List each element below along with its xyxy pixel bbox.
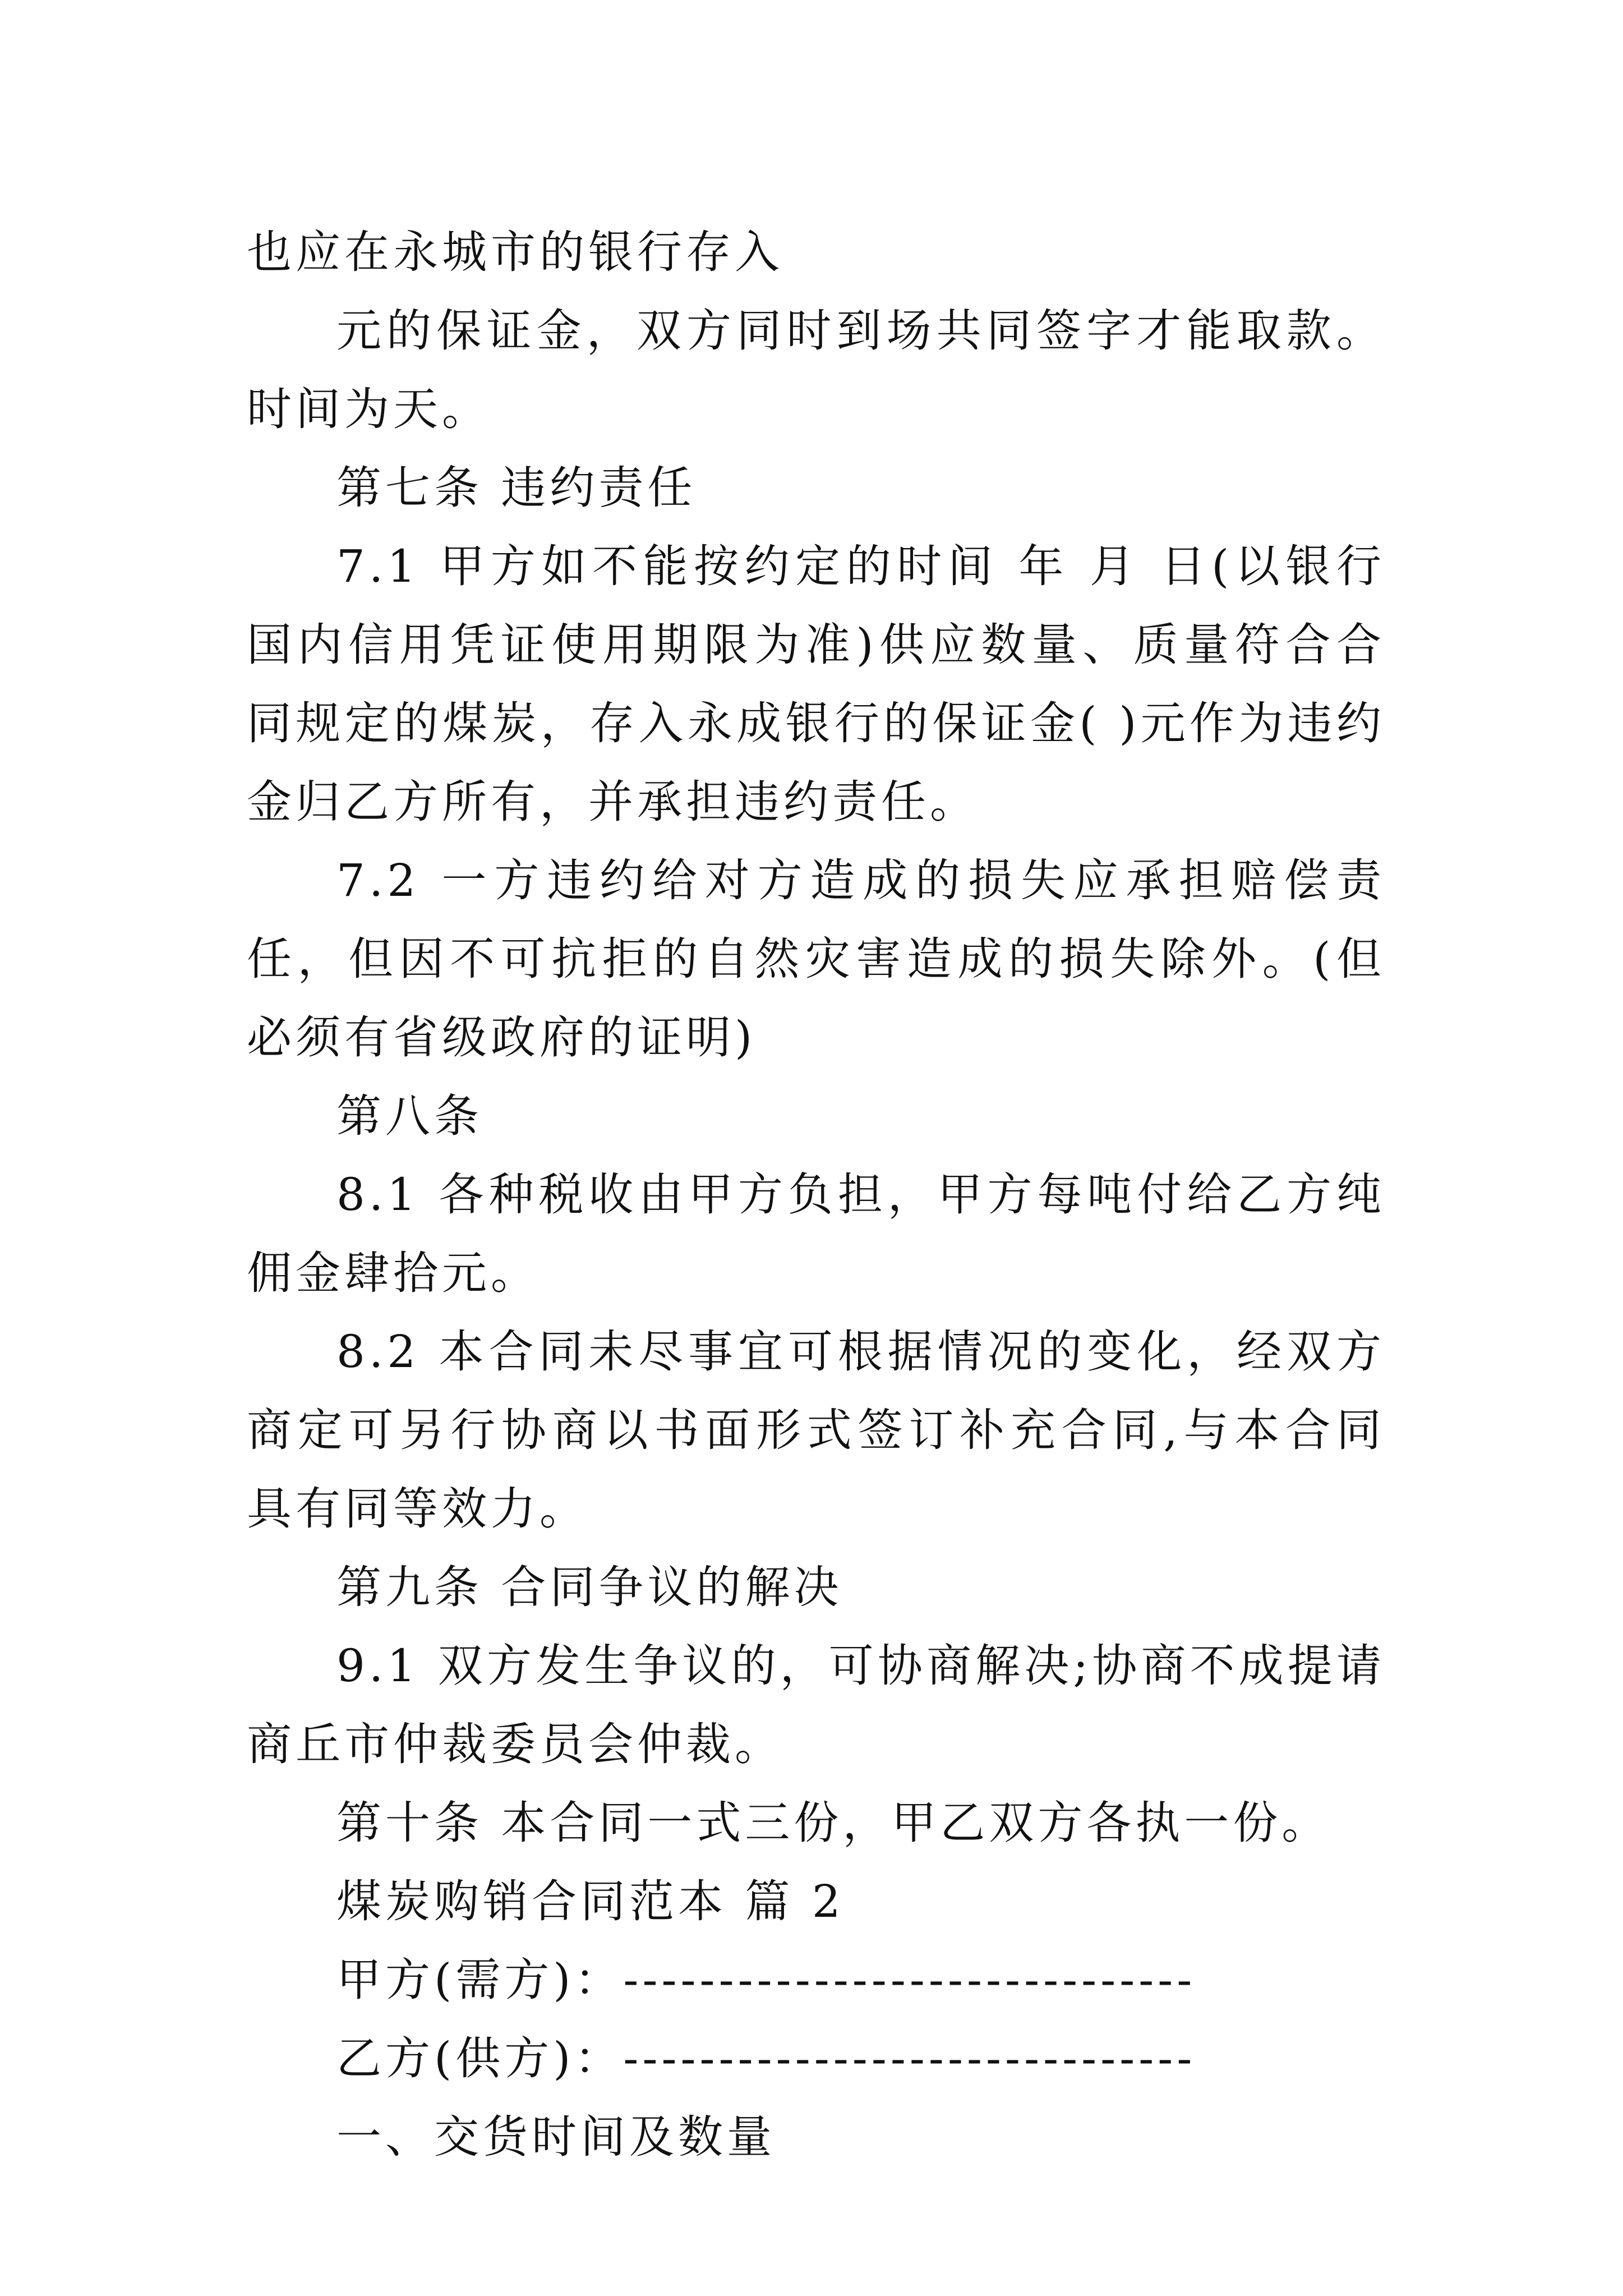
article-heading: 第七条 违约责任 [336, 462, 697, 514]
paragraph: 也应在永城市的银行存入 [247, 226, 783, 278]
party-a-line: 甲方(需方)：------------------------------ [336, 1954, 1196, 2006]
paragraph: 元的保证金，双方同时到场共同签字才能取款。时间为天。 [247, 305, 1385, 435]
article-heading: 第八条 [336, 1090, 483, 1142]
paragraph: 8.1 各种税收由甲方负担，甲方每吨付给乙方纯佣金肆拾元。 [247, 1168, 1385, 1299]
article-heading: 第九条 合同争议的解决 [336, 1561, 843, 1613]
section-title: 煤炭购销合同范本 篇 2 [336, 1875, 845, 1927]
paragraph: 9.1 双方发生争议的，可协商解决;协商不成提请商丘市仲裁委员会仲裁。 [247, 1640, 1385, 1770]
document-body [247, 213, 1385, 2177]
paragraph: 8.2 本合同未尽事宜可根据情况的变化，经双方商定可另行协商以书面形式签订补充合同,与本合同具有同等效力。 [247, 1326, 1385, 1535]
party-b-line: 乙方(供方)：------------------------------ [336, 2032, 1196, 2085]
paragraph: 第十条 本合同一式三份，甲乙双方各执一份。 [336, 1797, 1331, 1849]
paragraph: 7.1 甲方如不能按约定的时间 年 月 日(以银行国内信用凭证使用期限为准)供应数量、质量符合合同规定的煤炭，存入永成银行的保证金( )元作为违约金归乙方所有，并承担违约责任。 [247, 540, 1385, 828]
section-heading: 一、交货时间及数量 [336, 2111, 776, 2163]
paragraph: 7.2 一方违约给对方造成的损失应承担赔偿责任，但因不可抗拒的自然灾害造成的损失除外。(但必须有省级政府的证明) [247, 854, 1385, 1064]
